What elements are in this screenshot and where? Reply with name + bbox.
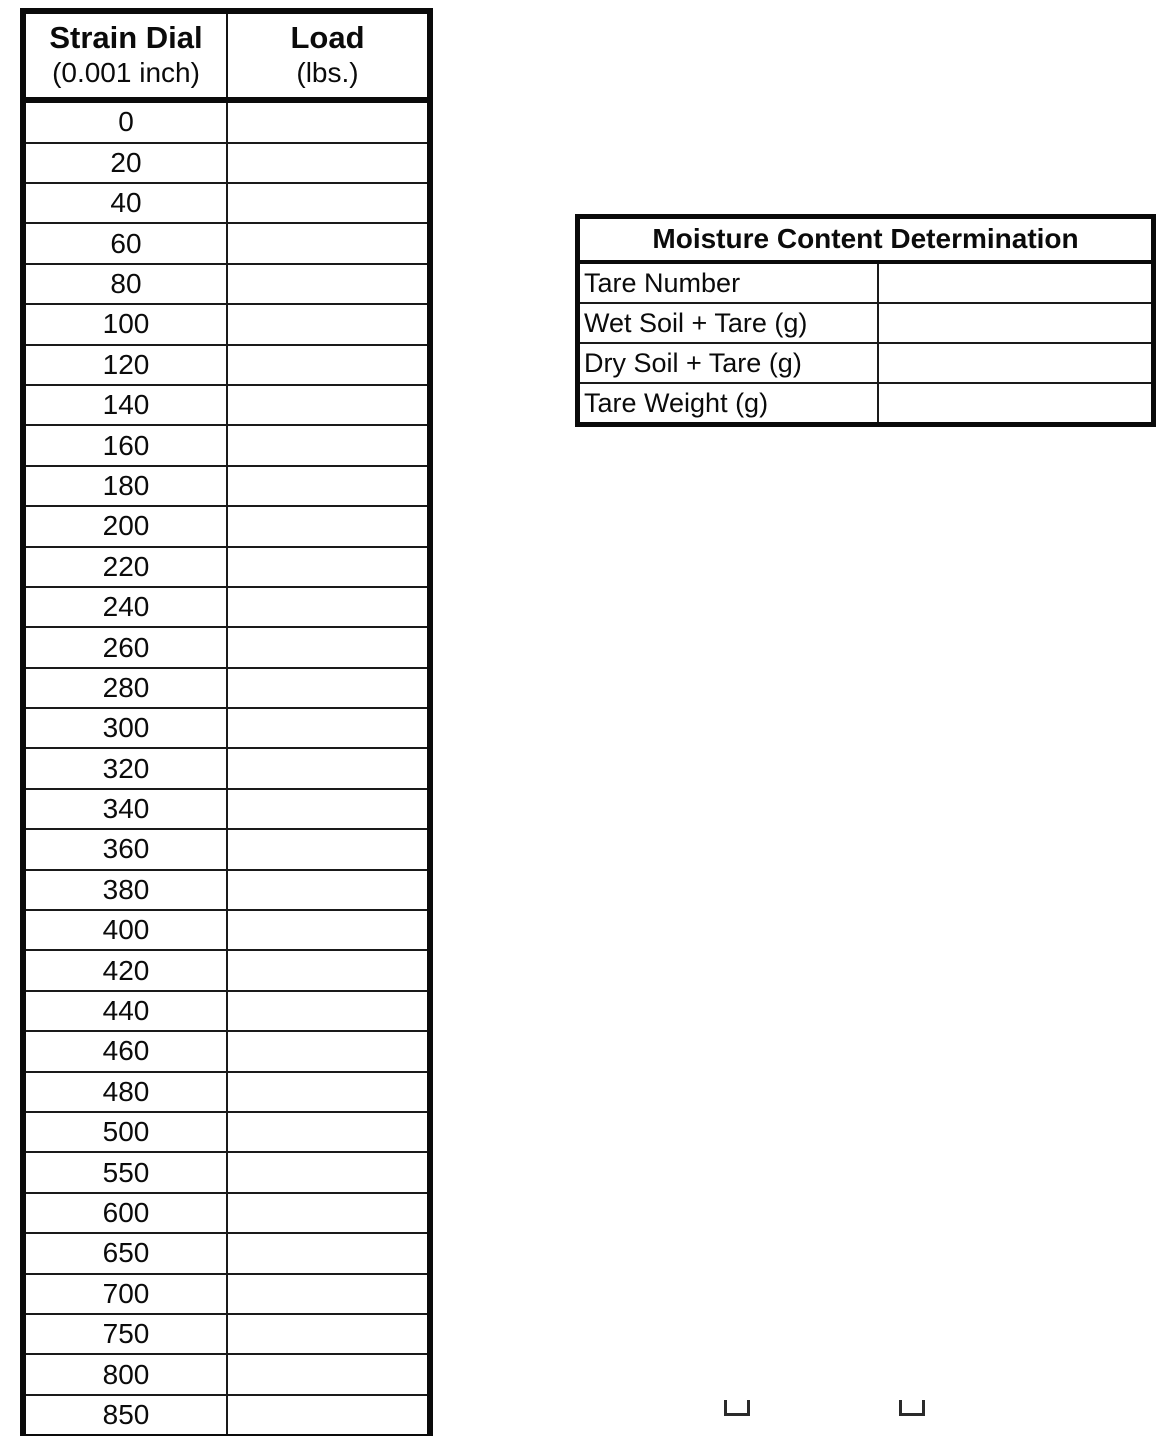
strain-dial-value: 100	[23, 304, 227, 344]
strain-table-row	[23, 789, 430, 829]
load-value-cell	[227, 345, 430, 385]
load-value-cell	[227, 100, 430, 142]
strain-table-row	[23, 748, 430, 788]
strain-dial-value: 0	[118, 106, 134, 138]
strain-table-row	[23, 1112, 430, 1152]
strain-dial-header	[23, 11, 227, 100]
load-header-unit: (lbs.)	[296, 56, 359, 88]
strain-table-row	[23, 991, 430, 1031]
load-value-cell	[227, 829, 430, 869]
load-value-cell	[227, 547, 430, 587]
strain-table-row	[23, 547, 430, 587]
strain-table-row	[23, 1152, 430, 1192]
strain-table-row	[23, 143, 430, 183]
strain-table-row	[23, 1354, 430, 1394]
strain-dial-value: 500	[23, 1112, 227, 1152]
load-value-cell	[227, 668, 430, 708]
strain-table-row	[23, 668, 430, 708]
load-value-cell	[227, 1031, 430, 1071]
load-value-cell	[227, 425, 430, 465]
strain-table-row	[23, 870, 430, 910]
strain-table-row	[23, 183, 430, 223]
strain-table-row	[23, 1274, 430, 1314]
strain-table-row	[23, 627, 430, 667]
load-value-cell	[227, 385, 430, 425]
load-value-cell	[227, 1193, 430, 1233]
strain-dial-value: 180	[23, 466, 227, 506]
strain-dial-value: 360	[23, 829, 227, 869]
strain-dial-value: 200	[23, 506, 227, 546]
strain-dial-value: 850	[23, 1395, 227, 1436]
strain-table-row	[23, 1233, 430, 1273]
strain-table-row	[23, 345, 430, 385]
strain-table-row	[23, 1031, 430, 1071]
strain-table-row	[23, 910, 430, 950]
strain-dial-value: 280	[23, 668, 227, 708]
strain-dial-value: 420	[23, 950, 227, 990]
strain-dial-value: 340	[23, 789, 227, 829]
strain-dial-value: 460	[23, 1031, 227, 1071]
strain-dial-value: 750	[23, 1314, 227, 1354]
open-square-mark-right	[899, 1400, 925, 1416]
strain-dial-value: 300	[23, 708, 227, 748]
load-value-cell	[227, 183, 430, 223]
strain-table-row	[23, 1193, 430, 1233]
moisture-row-value-cell	[878, 343, 1154, 383]
strain-table-row	[23, 223, 430, 263]
load-header-title: Load	[290, 20, 365, 55]
strain-table-row	[23, 100, 430, 142]
strain-table-row	[23, 829, 430, 869]
moisture-table-row	[578, 303, 1154, 343]
moisture-row-value-cell	[878, 303, 1154, 343]
strain-table-row	[23, 506, 430, 546]
load-value-cell	[227, 1354, 430, 1394]
load-value-cell	[227, 1112, 430, 1152]
moisture-table-title: Moisture Content Determination	[578, 217, 1154, 263]
load-value-cell	[227, 1274, 430, 1314]
strain-dial-value: 60	[23, 223, 227, 263]
load-value-cell	[227, 1314, 430, 1354]
load-value-cell	[227, 748, 430, 788]
moisture-table-row	[578, 343, 1154, 383]
moisture-table-row	[578, 383, 1154, 425]
strain-dial-header-unit: (0.001 inch)	[52, 56, 200, 88]
load-value-cell	[227, 466, 430, 506]
load-value-cell	[227, 587, 430, 627]
moisture-row-label: Wet Soil + Tare (g)	[578, 303, 878, 343]
strain-table-header-row	[23, 11, 430, 100]
strain-dial-value: 240	[23, 587, 227, 627]
strain-table-row	[23, 1072, 430, 1112]
open-square-mark-left	[724, 1400, 750, 1416]
load-value-cell	[227, 1233, 430, 1273]
moisture-row-label: Dry Soil + Tare (g)	[578, 343, 878, 383]
strain-table-row	[23, 1395, 430, 1436]
moisture-table-body	[578, 262, 1154, 425]
strain-table-row	[23, 1314, 430, 1354]
moisture-row-value-cell	[878, 383, 1154, 425]
moisture-table-row	[578, 262, 1154, 303]
strain-dial-value: 700	[23, 1274, 227, 1314]
strain-load-table	[20, 8, 433, 1436]
strain-dial-value: 20	[23, 143, 227, 183]
strain-dial-value: 140	[23, 385, 227, 425]
load-value-cell	[227, 910, 430, 950]
strain-dial-value: 550	[23, 1152, 227, 1192]
strain-table-row	[23, 425, 430, 465]
moisture-content-table	[575, 214, 1156, 427]
strain-dial-value: 380	[23, 870, 227, 910]
strain-table-row	[23, 264, 430, 304]
load-value-cell	[227, 264, 430, 304]
moisture-row-value-cell	[878, 262, 1154, 303]
load-value-cell	[227, 304, 430, 344]
strain-dial-value: 40	[23, 183, 227, 223]
strain-dial-value: 320	[23, 748, 227, 788]
strain-dial-value: 800	[23, 1354, 227, 1394]
strain-dial-value: 650	[23, 1233, 227, 1273]
load-value-cell	[227, 223, 430, 263]
strain-table-row	[23, 950, 430, 990]
strain-table-row	[23, 304, 430, 344]
strain-dial-value: 480	[23, 1072, 227, 1112]
load-value-cell	[227, 143, 430, 183]
strain-table-row	[23, 708, 430, 748]
load-value-cell	[227, 1152, 430, 1192]
load-value-cell	[227, 506, 430, 546]
strain-table-body	[23, 100, 430, 1436]
strain-dial-value: 220	[23, 547, 227, 587]
strain-table-row	[23, 385, 430, 425]
load-value-cell	[227, 950, 430, 990]
strain-dial-header-title: Strain Dial	[49, 20, 203, 55]
load-value-cell	[227, 627, 430, 667]
strain-dial-value: 80	[23, 264, 227, 304]
strain-dial-value: 260	[23, 627, 227, 667]
strain-table-row	[23, 466, 430, 506]
strain-table-row	[23, 587, 430, 627]
load-header	[227, 11, 430, 100]
moisture-table-header-row	[578, 217, 1154, 263]
load-value-cell	[227, 870, 430, 910]
load-value-cell	[227, 708, 430, 748]
strain-dial-value: 400	[23, 910, 227, 950]
load-value-cell	[227, 1072, 430, 1112]
strain-dial-value: 440	[23, 991, 227, 1031]
strain-dial-value: 120	[23, 345, 227, 385]
load-value-cell	[227, 789, 430, 829]
load-value-cell	[227, 991, 430, 1031]
strain-dial-value: 160	[23, 425, 227, 465]
moisture-row-label: Tare Number	[584, 267, 741, 298]
load-value-cell	[227, 1395, 430, 1436]
moisture-row-label: Tare Weight (g)	[578, 383, 878, 425]
strain-dial-value: 600	[23, 1193, 227, 1233]
